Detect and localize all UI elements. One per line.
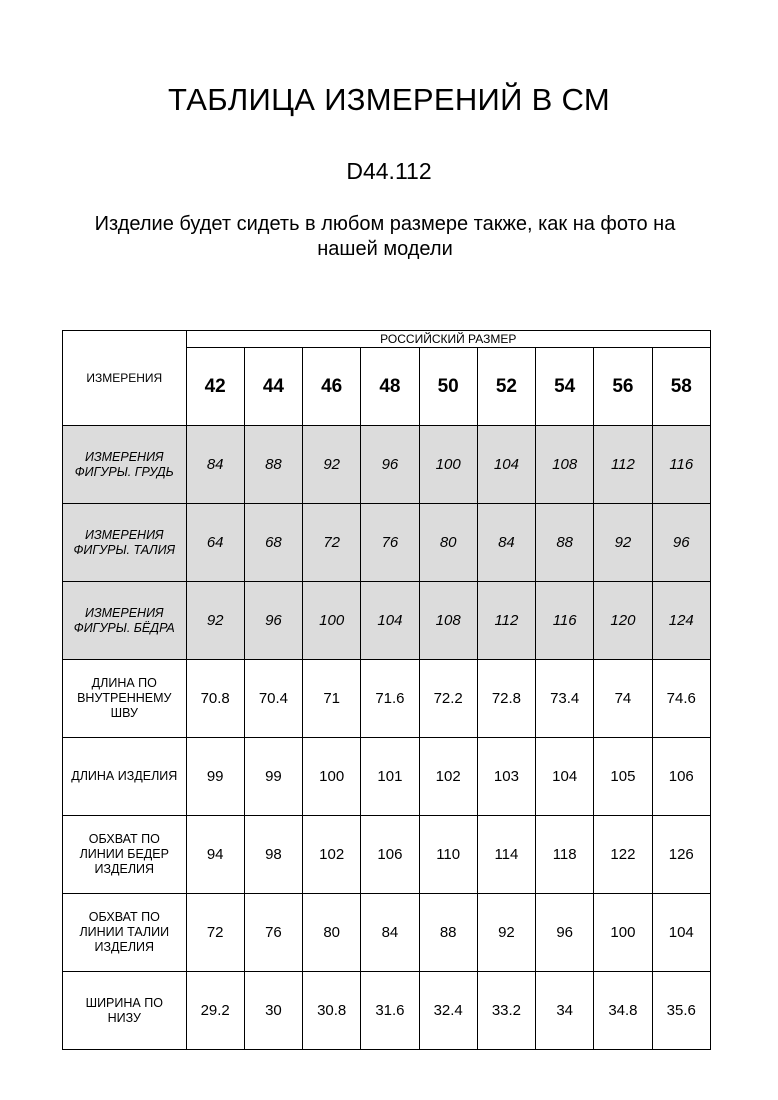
- value-cell: 68: [244, 504, 302, 582]
- size-header-cell: 48: [361, 348, 419, 426]
- row-label-line: ФИГУРЫ. БЁДРА: [73, 620, 175, 635]
- value-cell: 106: [652, 738, 710, 816]
- value-cell: 108: [536, 426, 594, 504]
- value-cell: 34: [536, 972, 594, 1050]
- value-cell: 80: [419, 504, 477, 582]
- value-cell: 120: [594, 582, 652, 660]
- table-row: [63, 972, 711, 1050]
- row-label-line: ОБХВАТ ПО: [88, 910, 160, 924]
- row-label-line: ИЗДЕЛИЯ: [94, 940, 155, 954]
- value-cell: 105: [594, 738, 652, 816]
- table-row: [63, 816, 711, 894]
- size-header-cell: 52: [477, 348, 535, 426]
- row-label: [63, 738, 187, 816]
- value-cell: 126: [652, 816, 710, 894]
- value-cell: 73.4: [536, 660, 594, 738]
- row-label-line: ДЛИНА ПО: [91, 676, 157, 690]
- value-cell: 80: [303, 894, 361, 972]
- row-label-line: ДЛИНА ИЗДЕЛИЯ: [71, 769, 178, 783]
- value-cell: 102: [419, 738, 477, 816]
- table-row: [63, 738, 711, 816]
- page-title: ТАБЛИЦА ИЗМЕРЕНИЙ В СМ: [168, 82, 610, 117]
- row-label-line: ИЗМЕРЕНИЯ: [85, 449, 164, 464]
- value-cell: 96: [361, 426, 419, 504]
- value-cell: 100: [594, 894, 652, 972]
- row-label: [63, 426, 187, 504]
- row-label: [63, 504, 187, 582]
- value-cell: 29.2: [186, 972, 244, 1050]
- value-cell: 34.8: [594, 972, 652, 1050]
- row-label-line: ОБХВАТ ПО: [88, 832, 160, 846]
- value-cell: 112: [594, 426, 652, 504]
- row-label-line: ИЗМЕРЕНИЯ: [85, 527, 164, 542]
- value-cell: 31.6: [361, 972, 419, 1050]
- value-cell: 98: [244, 816, 302, 894]
- value-cell: 103: [477, 738, 535, 816]
- value-cell: 108: [419, 582, 477, 660]
- row-label: [63, 894, 187, 972]
- value-cell: 100: [303, 582, 361, 660]
- row-label-line: ИЗДЕЛИЯ: [94, 862, 155, 876]
- size-header-cell: 46: [303, 348, 361, 426]
- size-header-cell: 58: [652, 348, 710, 426]
- value-cell: 64: [186, 504, 244, 582]
- value-cell: 118: [536, 816, 594, 894]
- value-cell: 122: [594, 816, 652, 894]
- size-header-cell: 50: [419, 348, 477, 426]
- size-header-cell: 56: [594, 348, 652, 426]
- value-cell: 30: [244, 972, 302, 1050]
- row-label-line: ФИГУРЫ. ТАЛИЯ: [73, 542, 176, 557]
- value-cell: 101: [361, 738, 419, 816]
- row-label-line: ЛИНИИ ТАЛИИ: [79, 925, 170, 939]
- value-cell: 72.8: [477, 660, 535, 738]
- measurements-header: ИЗМЕРЕНИЯ: [63, 331, 187, 426]
- size-header-cell: 54: [536, 348, 594, 426]
- value-cell: 74: [594, 660, 652, 738]
- value-cell: 112: [477, 582, 535, 660]
- value-cell: 92: [594, 504, 652, 582]
- value-cell: 124: [652, 582, 710, 660]
- fit-note: Изделие будет сидеть в любом размере также, как на фото на нашей модели: [94, 213, 676, 260]
- value-cell: 96: [536, 894, 594, 972]
- row-label-line: ЛИНИИ БЕДЕР: [79, 847, 169, 861]
- row-label: [63, 660, 187, 738]
- value-cell: 30.8: [303, 972, 361, 1050]
- row-label-line: НИЗУ: [107, 1010, 141, 1025]
- value-cell: 76: [244, 894, 302, 972]
- row-label-line: ШВУ: [110, 706, 138, 720]
- value-cell: 70.8: [186, 660, 244, 738]
- value-cell: 116: [536, 582, 594, 660]
- value-cell: 104: [477, 426, 535, 504]
- value-cell: 92: [477, 894, 535, 972]
- value-cell: 99: [244, 738, 302, 816]
- value-cell: 116: [652, 426, 710, 504]
- value-cell: 100: [419, 426, 477, 504]
- value-cell: 71.6: [361, 660, 419, 738]
- row-label-line: ИЗМЕРЕНИЯ: [85, 605, 164, 620]
- value-cell: 104: [361, 582, 419, 660]
- row-label-line: ШИРИНА ПО: [85, 995, 163, 1010]
- value-cell: 84: [477, 504, 535, 582]
- value-cell: 104: [652, 894, 710, 972]
- value-cell: 84: [186, 426, 244, 504]
- table-row: [63, 426, 711, 504]
- size-table: [62, 330, 711, 1050]
- row-label-line: ВНУТРЕННЕМУ: [77, 691, 172, 705]
- table-row: [63, 582, 711, 660]
- value-cell: 102: [303, 816, 361, 894]
- value-cell: 110: [419, 816, 477, 894]
- value-cell: 92: [186, 582, 244, 660]
- value-cell: 84: [361, 894, 419, 972]
- size-header-cell: 44: [244, 348, 302, 426]
- row-label: [63, 582, 187, 660]
- value-cell: 32.4: [419, 972, 477, 1050]
- value-cell: 88: [536, 504, 594, 582]
- value-cell: 92: [303, 426, 361, 504]
- value-cell: 88: [244, 426, 302, 504]
- size-header-cell: 42: [186, 348, 244, 426]
- value-cell: 72: [303, 504, 361, 582]
- value-cell: 100: [303, 738, 361, 816]
- table-row: [63, 894, 711, 972]
- value-cell: 88: [419, 894, 477, 972]
- value-cell: 70.4: [244, 660, 302, 738]
- row-label: [63, 816, 187, 894]
- value-cell: 114: [477, 816, 535, 894]
- russian-size-header: РОССИЙСКИЙ РАЗМЕР: [186, 331, 710, 348]
- value-cell: 71: [303, 660, 361, 738]
- value-cell: 94: [186, 816, 244, 894]
- row-label-line: ФИГУРЫ. ГРУДЬ: [74, 464, 174, 479]
- value-cell: 33.2: [477, 972, 535, 1050]
- table-row: [63, 504, 711, 582]
- value-cell: 106: [361, 816, 419, 894]
- table-row: [63, 660, 711, 738]
- value-cell: 35.6: [652, 972, 710, 1050]
- value-cell: 104: [536, 738, 594, 816]
- value-cell: 72: [186, 894, 244, 972]
- value-cell: 72.2: [419, 660, 477, 738]
- product-code: D44.112: [346, 158, 432, 184]
- value-cell: 76: [361, 504, 419, 582]
- row-label: [63, 972, 187, 1050]
- value-cell: 74.6: [652, 660, 710, 738]
- value-cell: 96: [244, 582, 302, 660]
- value-cell: 99: [186, 738, 244, 816]
- value-cell: 96: [652, 504, 710, 582]
